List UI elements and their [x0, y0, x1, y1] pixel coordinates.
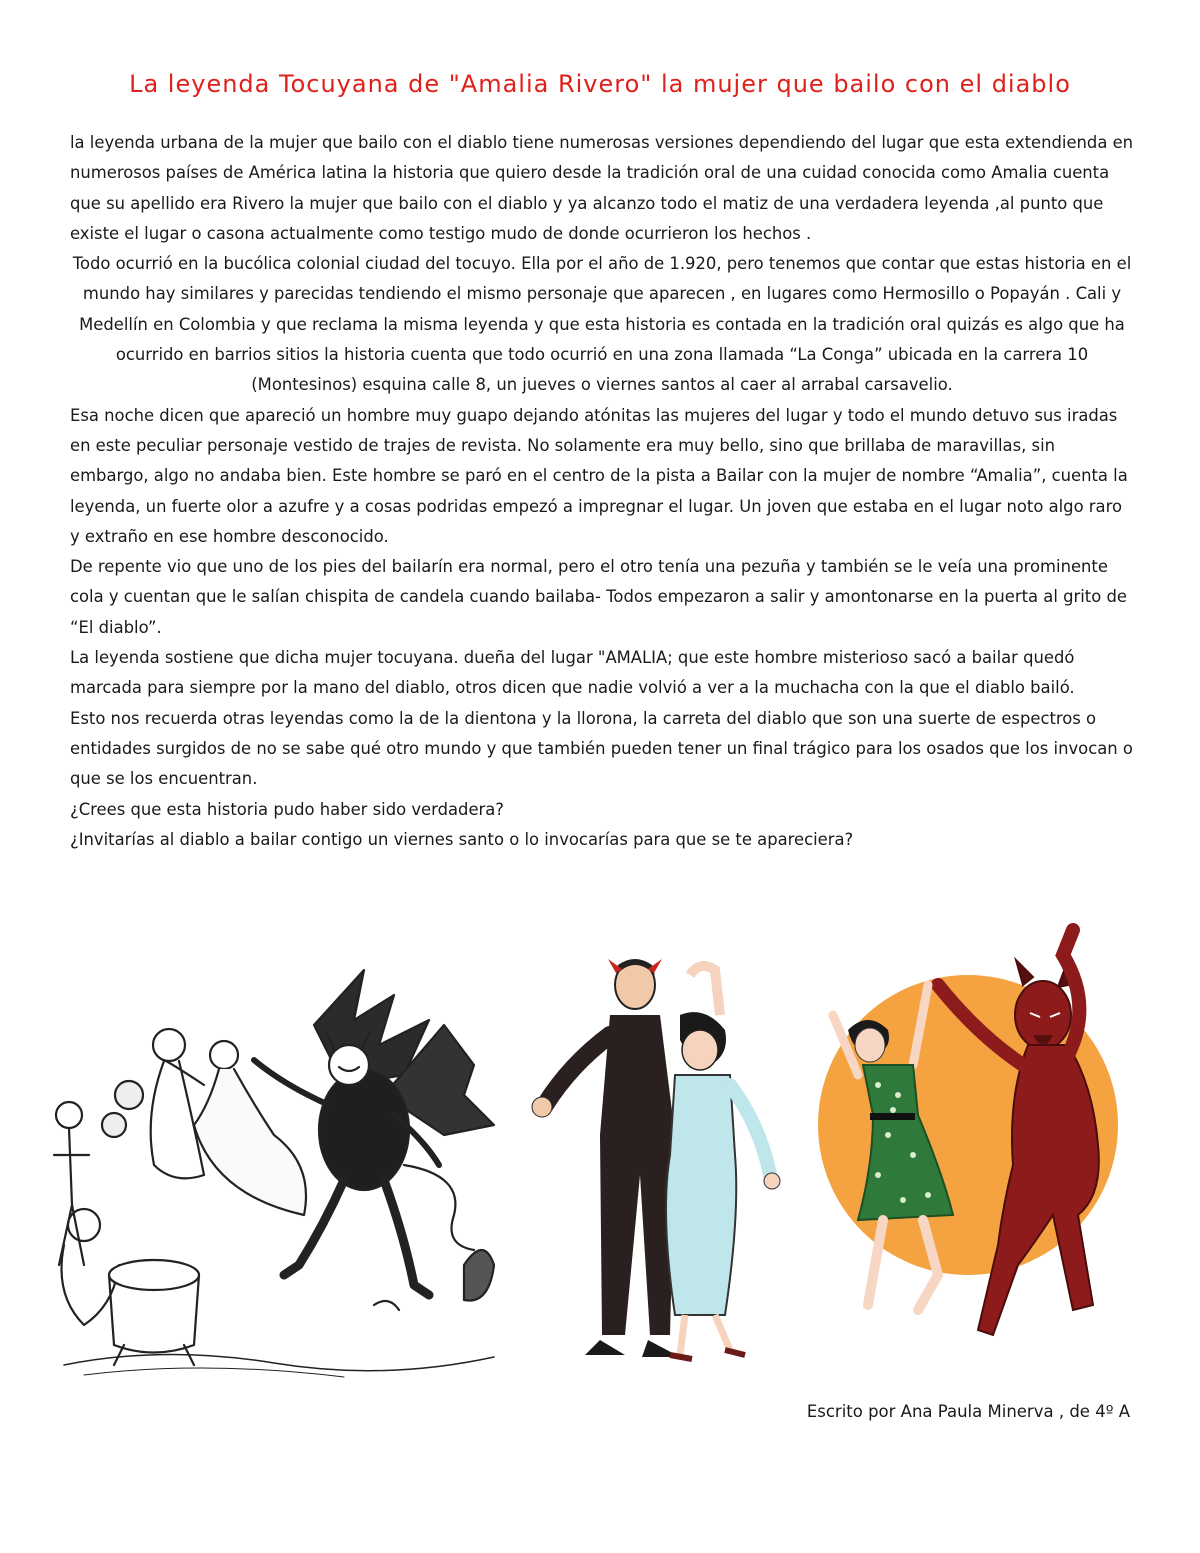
red-devil-drawing [818, 915, 1138, 1355]
article-body [70, 128, 1134, 855]
question-1: ¿Crees que esta historia pudo haber sido verdadera? [70, 799, 505, 819]
red-devil-illustration [818, 915, 1138, 1355]
paragraph-origin: Todo ocurrió en la bucólica colonial ciudad del tocuyo. Ella por el año de 1.920, pero tenemos que contar que estas historia en el mundo hay similares y parecidas tendiendo el mismo personaje que aparecen , en lugares como Hermosillo o Popayán . Cali y Medellín en Colombia y que reclama la misma leyenda y que esta historia es contada en la tradición oral quizás es algo que ha ocurrido en barrios sitios la historia cuenta que todo ocurrió en una zona llamada “La Conga” ubicada en la carrera 10 (Montesinos) esquina calle 8, un jueves o viernes santos al caer al arrabal carsavelio. [72, 254, 1132, 395]
page-title: La leyenda Tocuyana de "Amalia Rivero" la mujer que bailo con el diablo [129, 70, 1071, 98]
devil-dance-engraving [44, 965, 504, 1390]
paragraph-night: Esa noche dicen que apareció un hombre muy guapo dejando atónitas las mujeres del lugar y todo el mundo detuvo sus iradas en este peculiar personaje vestido de trajes de revista. No solamente era muy bello, sino que brillaba de maravillas, sin embargo, algo no andaba bien. Este hombre se paró en el centro de la pista a Bailar con la mujer de nombre “Amalia”, cuenta la leyenda, un fuerte olor a azufre y a cosas podridas empezó a impregnar el lugar. Un joven que estaba en el lugar noto algo raro y extraño en ese hombre desconocido. [70, 405, 1128, 546]
paragraph-other-legends: Esto nos recuerda otras leyendas como la de la dientona y la llorona, la carreta del diablo que son una suerte de espectros o entidades surgidos de no se sabe qué otro mundo y que también pueden tener un final trágico para los osados que los invocan o que se los encuentran. [70, 708, 1133, 789]
question-2: ¿Invitarías al diablo a bailar contigo un viernes santo o lo invocarías para que se te apareciera? [70, 829, 854, 849]
couple-drawing [530, 955, 790, 1375]
paragraph-hoof: De repente vio que uno de los pies del bailarín era normal, pero el otro tenía una pezuña y también se le veía una prominente cola y cuentan que le salían chispita de candela cuando bailaba- Todos empezaron a salir y amontonarse en la puerta al grito de “El diablo”. [70, 557, 1127, 637]
paragraph-legend: La leyenda sostiene que dicha mujer tocuyana. dueña del lugar "AMALIA; que este hombre misterioso sacó a bailar quedó marcada para siempre por la mano del diablo, otros dicen que nadie volvió a ver a la muchacha con la que el diablo bailó. [70, 648, 1075, 698]
engraving-illustration [44, 965, 504, 1390]
paragraph-intro: la leyenda urbana de la mujer que bailo con el diablo tiene numerosas versiones dependiendo del lugar que esta extendienda en numerosos países de América latina la historia que quiero desde la tradición oral de una cuidad conocida como Amalia cuenta que su apellido era Rivero la mujer que bailo con el diablo y ya alcanzo todo el matiz de una verdadera leyenda ,al punto que existe el lugar o casona actualmente como testigo mudo de donde ocurrieron los hechos . [70, 133, 1134, 243]
author-signature: Escrito por Ana Paula Minerva , de 4º A [806, 1402, 1130, 1421]
couple-dancing-illustration [530, 955, 790, 1375]
